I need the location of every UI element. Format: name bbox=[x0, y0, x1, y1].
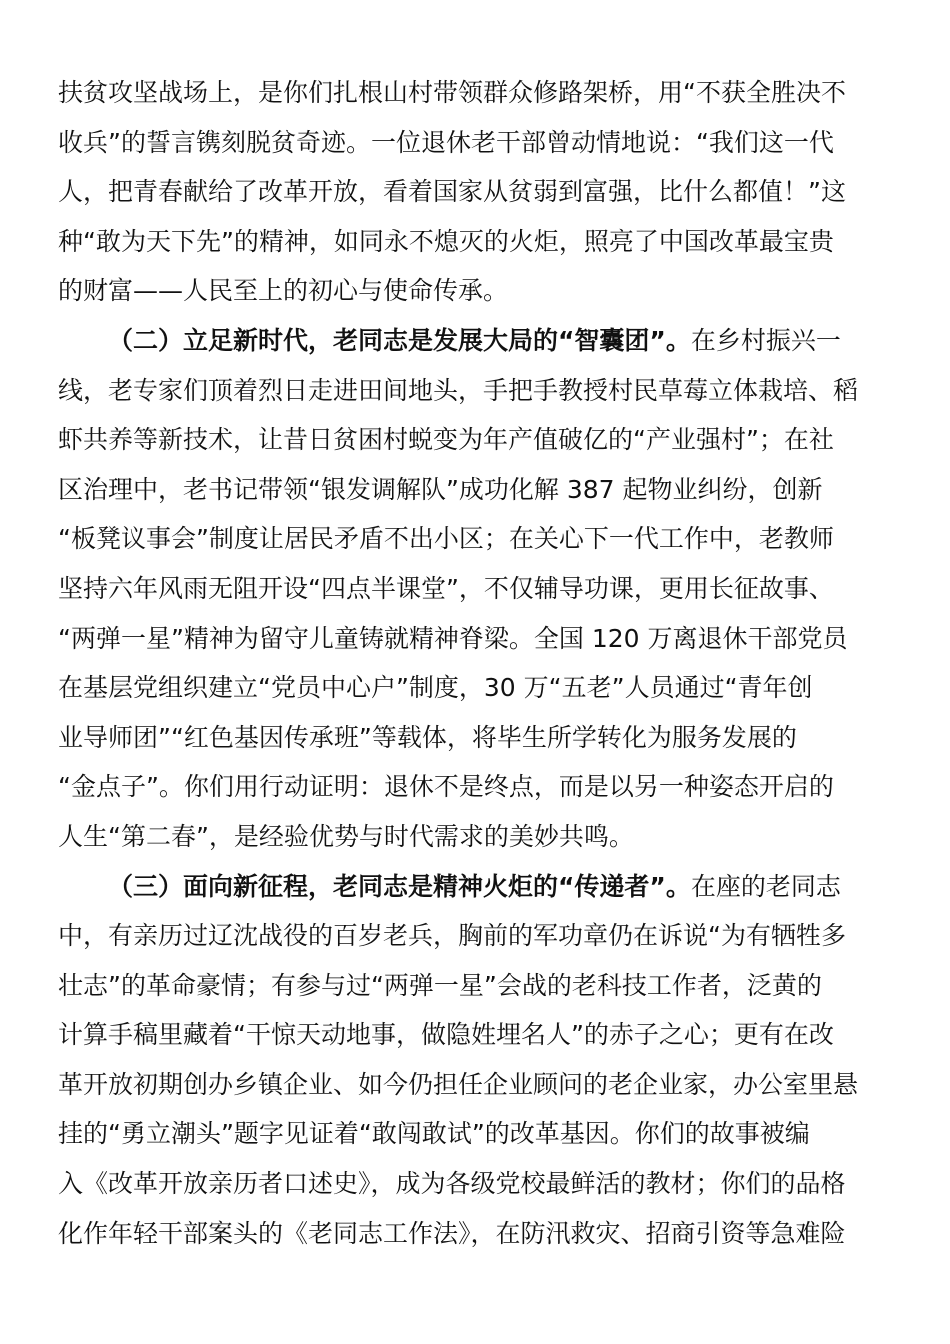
text-line: 业导师团”“红色基因传承班”等载体，将毕生所学转化为服务发展的 bbox=[58, 722, 797, 752]
text-line: “板凳议事会”制度让居民矛盾不出小区；在关心下一代工作中，老教师 bbox=[58, 524, 834, 554]
paragraph-first-line bbox=[58, 862, 878, 912]
text-line: 入《改革开放亲历者口述史》，成为各级党校最鲜活的教材；你们的品格 bbox=[58, 1169, 846, 1199]
text-line: 收兵”的誓言镌刻脱贫奇迹。一位退休老干部曾动情地说：“我们这一代 bbox=[58, 127, 834, 157]
paragraph-3 bbox=[58, 862, 878, 1259]
paragraph-2 bbox=[58, 316, 878, 862]
text-line: “金点子”。你们用行动证明：退休不是终点，而是以另一种姿态开启的 bbox=[58, 772, 834, 802]
paragraph-1 bbox=[58, 68, 878, 316]
section-heading: （三）面向新征程，老同志是精神火炬的“传递者”。 bbox=[108, 871, 691, 901]
text-line: “两弹一星”精神为留守儿童铸就精神脊梁。全国 120 万离退休干部党员 bbox=[58, 623, 848, 653]
heading-trailing-text: 在乡村振兴一 bbox=[690, 325, 841, 355]
text-line: 扶贫攻坚战场上，是你们扎根山村带领群众修路架桥，用“不获全胜决不 bbox=[58, 78, 846, 107]
heading-trailing-text: 在座的老同志 bbox=[690, 871, 841, 901]
text-line: 人，把青春献给了改革开放，看着国家从贫弱到富强，比什么都值！”这 bbox=[58, 177, 846, 207]
text-line: 坚持六年风雨无阻开设“四点半课堂”，不仅辅导功课，更用长征故事、 bbox=[58, 573, 834, 603]
paragraph-first-line bbox=[58, 316, 878, 366]
text-line: 挂的“勇立潮头”题字见证着“敢闯敢试”的改革基因。你们的故事被编 bbox=[58, 1119, 810, 1149]
text-line: 的财富——人民至上的初心与使命传承。 bbox=[58, 276, 509, 306]
text-line: 壮志”的革命豪情；有参与过“两弹一星”会战的老科技工作者，泛黄的 bbox=[58, 970, 822, 1000]
text-line: 区治理中，老书记带领“银发调解队”成功化解 387 起物业纠纷，创新 bbox=[58, 474, 823, 504]
section-heading: （二）立足新时代，老同志是发展大局的“智囊团”。 bbox=[108, 325, 691, 355]
text-line: 种“敢为天下先”的精神，如同永不熄灭的火炬，照亮了中国改革最宝贵 bbox=[58, 226, 834, 256]
text-line: 虾共养等新技术，让昔日贫困村蜕变为年产值破亿的“产业强村”；在社 bbox=[58, 425, 834, 455]
text-line: 革开放初期创办乡镇企业、如今仍担任企业顾问的老企业家，办公室里悬 bbox=[58, 1069, 859, 1099]
document-body bbox=[58, 68, 878, 1258]
text-line: 化作年轻干部案头的《老同志工作法》，在防汛救灾、招商引资等急难险 bbox=[58, 1218, 846, 1248]
text-line: 计算手稿里藏着“干惊天动地事，做隐姓埋名人”的赤子之心；更有在改 bbox=[58, 1020, 834, 1050]
text-line: 线，老专家们顶着烈日走进田间地头，手把手教授村民草莓立体栽培、稻 bbox=[58, 375, 859, 405]
text-line: 中，有亲历过辽沈战役的百岁老兵，胸前的军功章仍在诉说“为有牺牲多 bbox=[58, 921, 846, 951]
text-line: 人生“第二春”，是经验优势与时代需求的美妙共鸣。 bbox=[58, 821, 634, 851]
text-line: 在基层党组织建立“党员中心户”制度，30 万“五老”人员通过“青年创 bbox=[58, 673, 813, 703]
